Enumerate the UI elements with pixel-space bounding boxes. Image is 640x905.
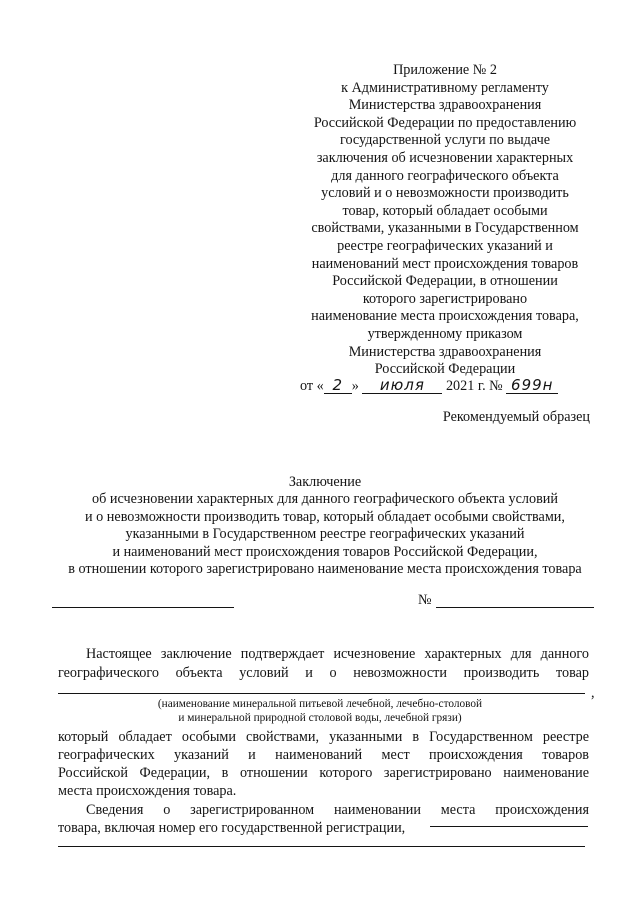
number-sign: № <box>418 592 432 608</box>
para2-line: географических указаний и наименований мест происхождения товаров <box>58 747 589 763</box>
registration-blank-line <box>430 826 588 827</box>
title-line: об исчезновении характерных для данного географического объекта условий <box>92 491 558 508</box>
appendix-line: утвержденному приказом <box>367 325 523 342</box>
appendix-line: Министерства здравоохранения <box>348 343 542 360</box>
appendix-line: государственной услуги по выдаче <box>339 132 551 149</box>
title-heading: Заключение <box>288 474 362 490</box>
para1-line: Настоящее заключение подтверждает исчезновение характерных для данного <box>86 646 589 662</box>
appendix-line: реестре географических указаний и <box>337 237 553 254</box>
appendix-line: Министерства здравоохранения <box>348 97 542 114</box>
number-blank-line <box>436 607 594 608</box>
appendix-header <box>290 62 600 379</box>
appendix-line: Российской Федерации по предоставлению <box>313 114 577 131</box>
date-blank-line <box>52 607 234 608</box>
document-title <box>40 474 610 578</box>
date-prefix: от « <box>300 378 324 394</box>
appendix-line: условий и о невозможности производить <box>321 185 569 202</box>
para2-line: который обладает особыми свойствами, указанными в Государственном реестре <box>58 729 589 745</box>
date-month-handwritten: июля <box>362 377 442 394</box>
date-day-handwritten: 2 <box>324 377 352 394</box>
comma: , <box>591 685 595 701</box>
title-line: указанными в Государственном реестре географических указаний <box>125 526 525 543</box>
para2-line: места происхождения товара. <box>58 783 237 799</box>
appendix-line: заключения об исчезновении характерных <box>316 149 574 166</box>
appendix-line: для данного географического объекта <box>331 167 559 184</box>
order-date-line <box>300 376 610 396</box>
date-year: 2021 г. № <box>445 378 503 394</box>
appendix-line: к Административному регламенту <box>341 79 549 96</box>
title-line: и наименований мест происхождения товаров Российской Федерации, <box>112 543 538 560</box>
appendix-line: товар, который обладает особыми <box>342 202 548 219</box>
field-note: и минеральной природной столовой воды, лечебной грязи) <box>178 712 462 724</box>
appendix-line: свойствами, указанными в Государственном <box>311 220 579 237</box>
appendix-line: Российской Федерации, в отношении <box>332 273 558 290</box>
para2-line: Российской Федерации, в отношении которого зарегистрировано наименование <box>58 765 589 781</box>
title-line: и о невозможности производить товар, который обладает особыми свойствами, <box>85 508 565 525</box>
para1-line: географического объекта условий и о невозможности производить товар <box>58 665 589 681</box>
appendix-line: которого зарегистрировано <box>362 290 528 307</box>
para3-line: товара, включая номер его государственной регистрации, <box>58 820 406 836</box>
recommended-sample-label: Рекомендуемый образец <box>442 409 590 425</box>
appendix-line: наименований мест происхождения товаров <box>311 255 579 272</box>
appendix-line: Российской Федерации <box>374 361 516 378</box>
order-number-handwritten: 699н <box>506 377 558 394</box>
field-note: (наименование минеральной питьевой лечебной, лечебно-столовой <box>157 698 483 710</box>
continuation-blank-line <box>58 846 585 847</box>
appendix-line: Приложение № 2 <box>393 62 497 78</box>
product-name-blank-line <box>58 693 585 694</box>
para3-line: Сведения о зарегистрированном наименовании места происхождения <box>86 802 589 818</box>
date-mid: » <box>351 378 359 394</box>
title-line: в отношении которого зарегистрировано наименование места происхождения товара <box>68 561 582 578</box>
appendix-line: наименование места происхождения товара, <box>311 308 579 325</box>
